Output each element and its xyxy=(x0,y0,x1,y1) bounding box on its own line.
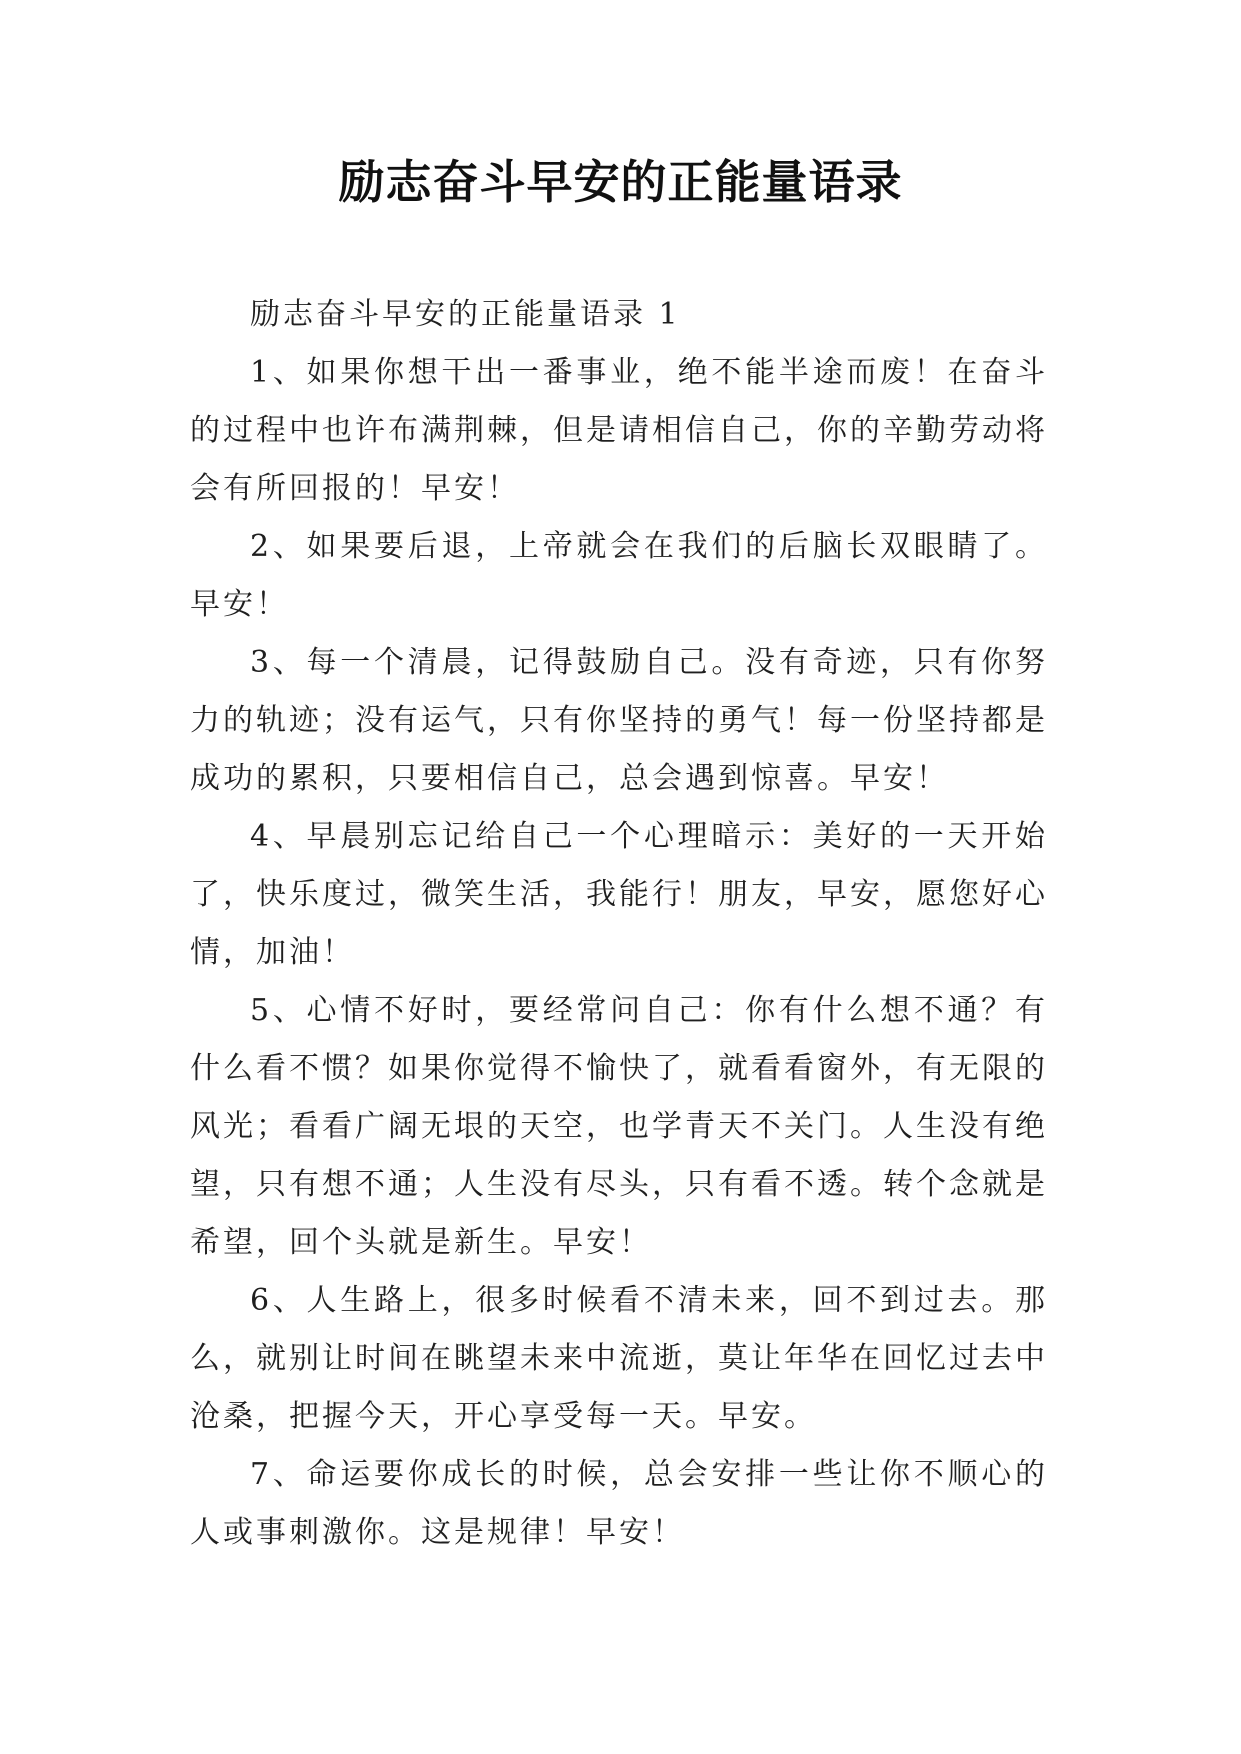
quote-paragraph-3: 3、每一个清晨，记得鼓励自己。没有奇迹，只有你努力的轨迹；没有运气，只有你坚持的勇气！每一份坚持都是成功的累积，只要相信自己，总会遇到惊喜。早安！ xyxy=(190,645,1048,796)
document-title: 励志奋斗早安的正能量语录 xyxy=(338,155,903,209)
quote-paragraph-6: 6、人生路上，很多时候看不清未来，回不到过去。那么，就别让时间在眺望未来中流逝，莫让年华在回忆过去中沧桑，把握今天，开心享受每一天。早安。 xyxy=(190,1283,1048,1434)
quote-paragraph-4: 4、早晨别忘记给自己一个心理暗示：美好的一天开始了，快乐度过，微笑生活，我能行！朋友，早安，愿您好心情，加油！ xyxy=(190,819,1048,970)
quote-paragraph-5: 5、心情不好时，要经常问自己：你有什么想不通？有什么看不惯？如果你觉得不愉快了，就看看窗外，有无限的风光；看看广阔无垠的天空，也学青天不关门。人生没有绝望，只有想不通；人生没有尽头，只有看不透。转个念就是希望，回个头就是新生。早安！ xyxy=(190,993,1048,1260)
quote-paragraph-2: 2、如果要后退，上帝就会在我们的后脑长双眼睛了。早安！ xyxy=(190,529,1048,622)
quote-paragraph-7: 7、命运要你成长的时候，总会安排一些让你不顺心的人或事刺激你。这是规律！早安！ xyxy=(190,1457,1048,1550)
quote-paragraph-1: 1、如果你想干出一番事业，绝不能半途而废！在奋斗的过程中也许布满荆棘，但是请相信自己，你的辛勤劳动将会有所回报的！早安！ xyxy=(190,355,1048,506)
section-heading: 励志奋斗早安的正能量语录 1 xyxy=(250,297,681,332)
document-body xyxy=(190,286,1048,1562)
